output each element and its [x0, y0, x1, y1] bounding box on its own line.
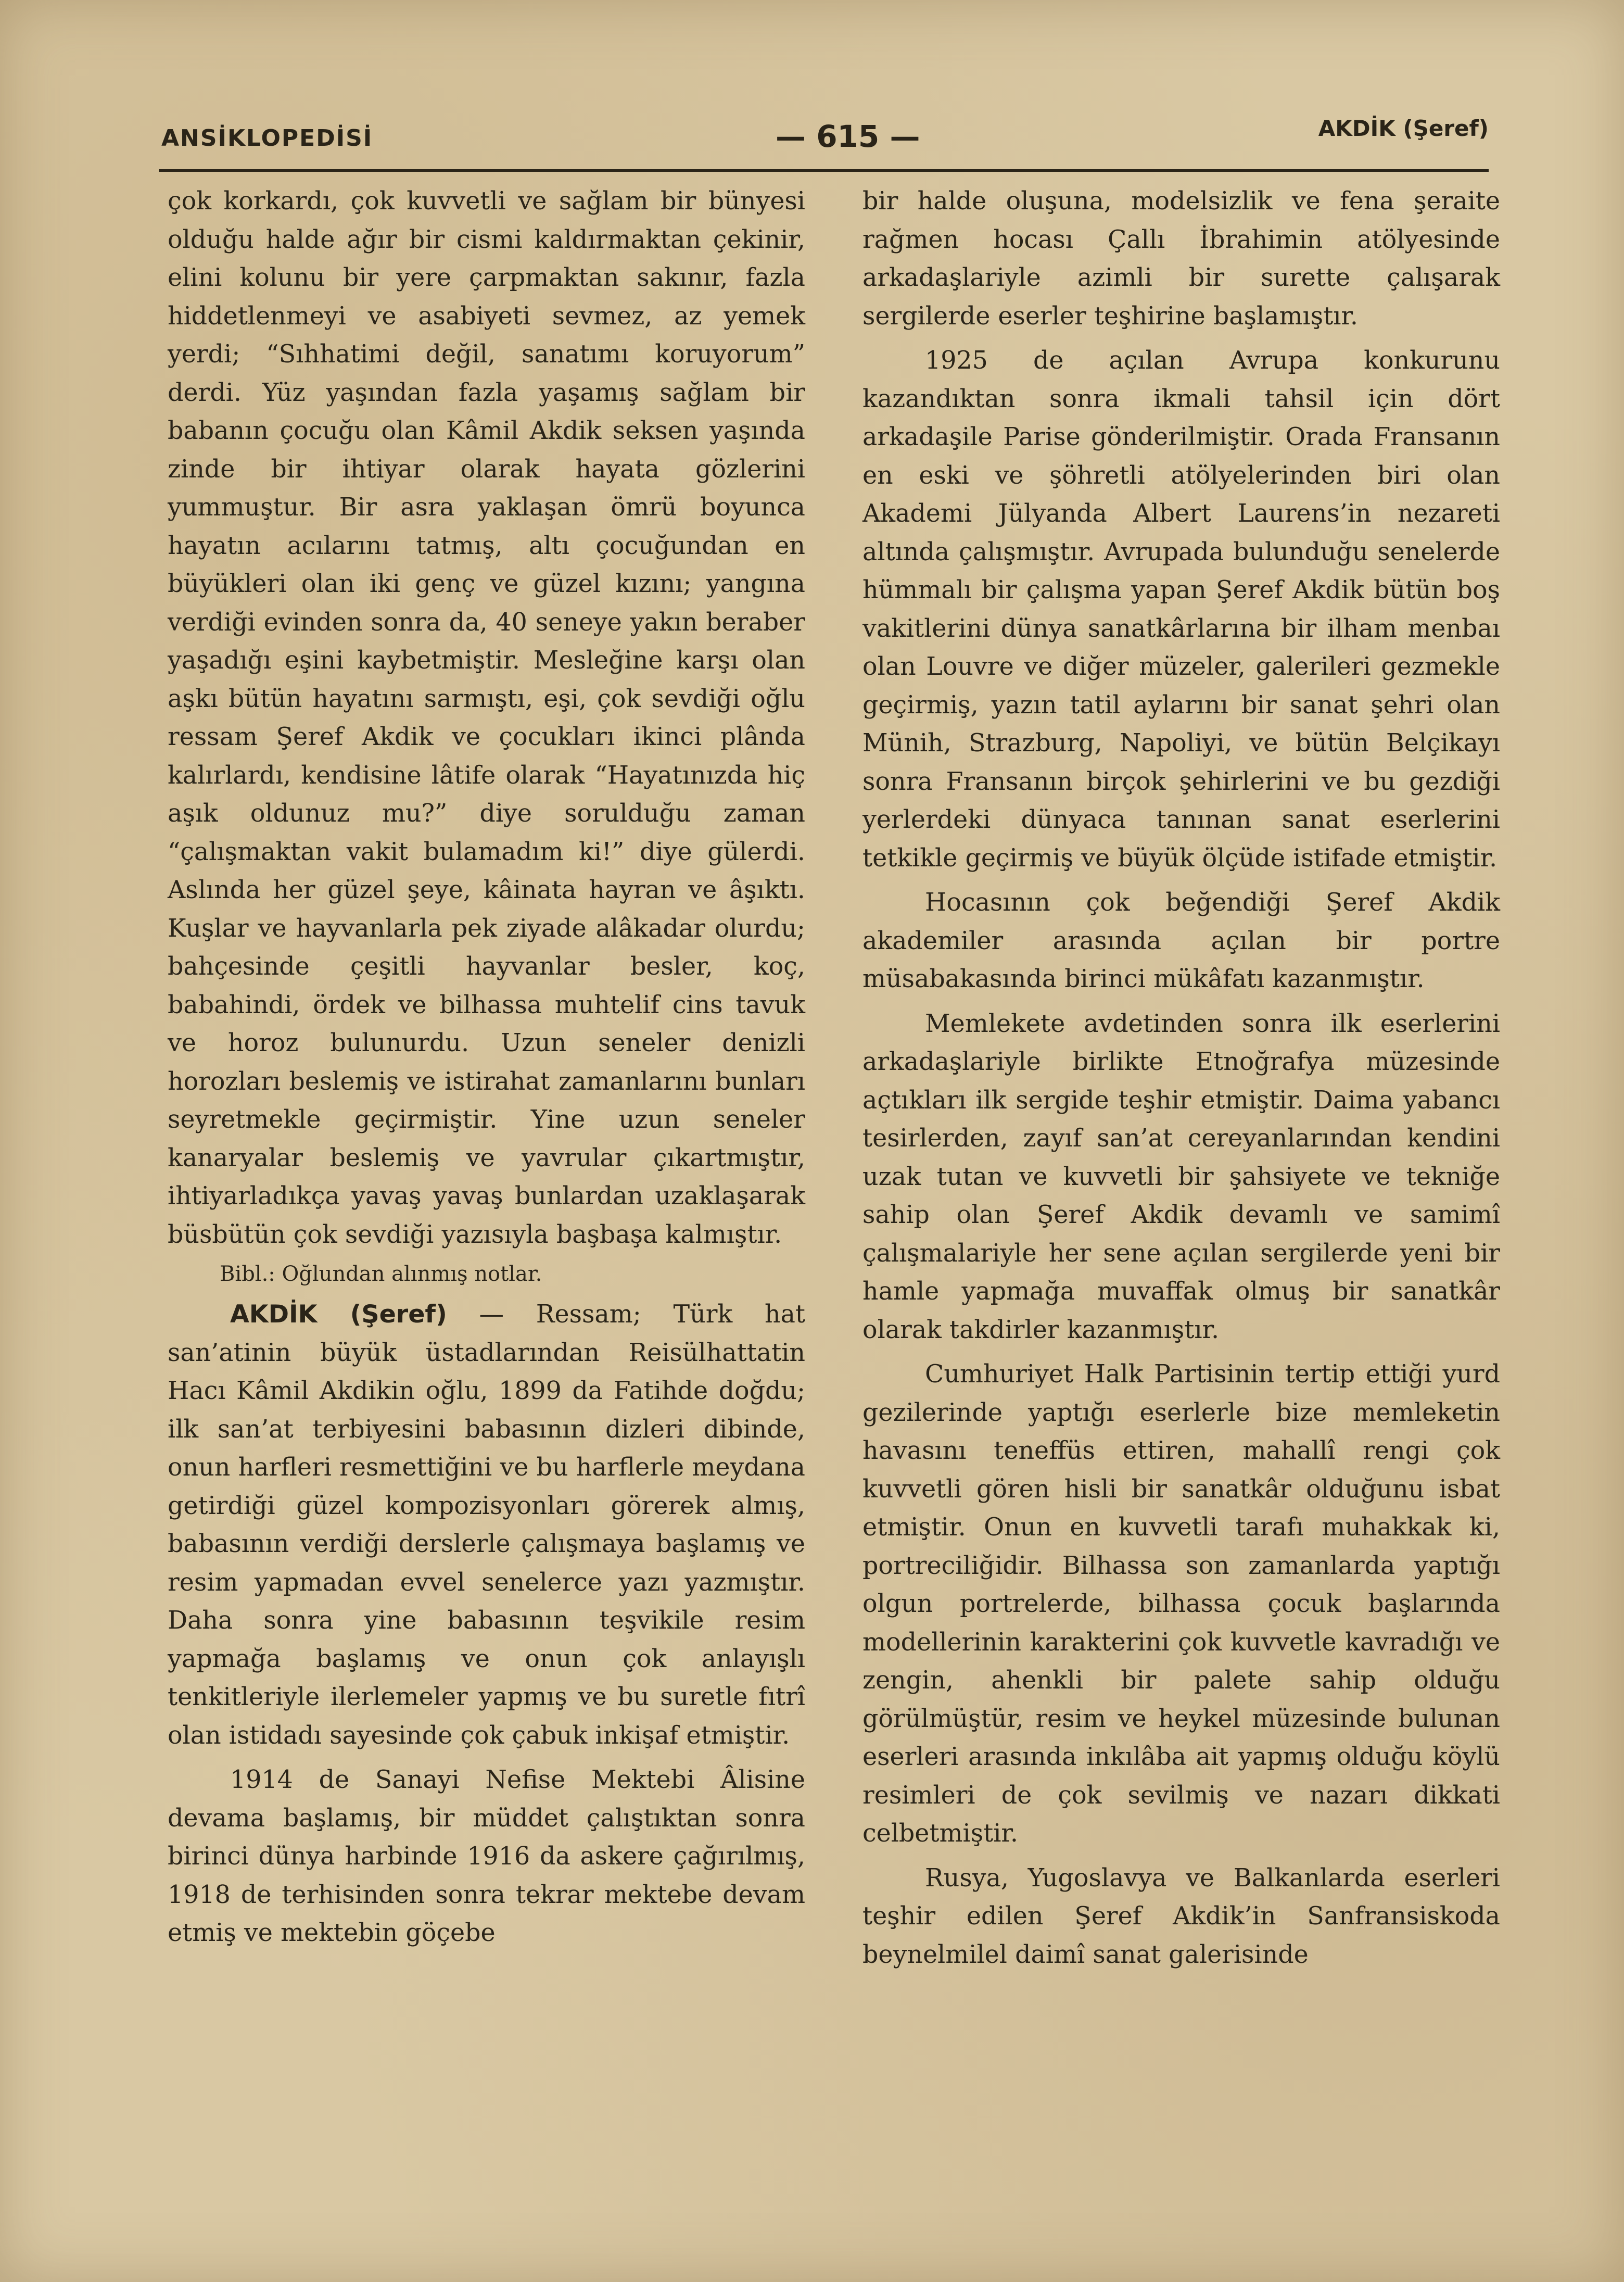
paragraph: Cumhuriyet Halk Partisinin tertip ettiği yurd gezilerinde yaptığı eserlerle bize memleketin havasını teneffüs ettiren, mahallî rengi çok kuvvetli gören hisli bir sanatkâr olduğunu isbat etmiştir. Onun en kuvvetli tarafı muhakkak ki, portreciliğidir. Bilhassa son zamanlarda yaptığı olgun portrelerde, bilhassa çocuk başlarında modellerinin karakterini çok kuvvetle kavradığı ve zengin, ahenkli bir palete sahip olduğu görülmüştür, resim ve heykel müzesinde bulunan eserleri arasında inkılâba ait yapmış olduğu köylü resimleri de çok sevilmiş ve nazarı dikkati celbetmiştir. — [862, 1360, 1500, 1848]
bibliography-note: Bibl.: Oğlundan alınmış notlar. — [220, 1262, 542, 1286]
entry-text: — Ressam; Türk hat san’atinin büyük üstadlarından Reisülhattatin Hacı Kâmil Akdikin oğlu, 1899 da Fatihde doğdu; ilk san’at terbiyesini babasının dizleri dibinde, onun harfleri resmettiğini ve bu harflerle meydana getirdiği güzel kompozisyonları görerek almış, babasının verdiği derslerle çalışmaya başlamış ve resim yapmadan evvel senelerce yazı yazmıştır. Daha sonra yine babasının teşvikile resim yapmağa başlamış ve onun çok anlayışlı tenkitleriyle ilerlemeler yapmış ve bu suretle fıtrî olan istidadı sayesinde çok çabuk inkişaf etmiştir. — [168, 1300, 805, 1750]
paragraph: Rusya, Yugoslavya ve Balkanlarda eserleri teşhir edilen Şeref Akdik’in Sanfransiskoda beynelmilel daimî sanat galerisinde — [862, 1863, 1500, 1969]
paragraph: Hocasının çok beğendiği Şeref Akdik akademiler arasında açılan bir portre müsabakasında birinci mükâfatı kazanmıştır. — [862, 888, 1500, 993]
running-header — [161, 116, 1489, 161]
paragraph: 1914 de Sanayi Nefise Mektebi Âlisine devama başlamış, bir müddet çalıştıktan sonra birinci dünya harbinde 1916 da askere çağırılmış, 1918 de terhisinden sonra tekrar mektebe devam etmiş ve mektebin göçebe — [168, 1766, 805, 1947]
header-rule — [159, 169, 1489, 172]
paragraph: Memlekete avdetinden sonra ilk eserlerini arkadaşlariyle birlikte Etnoğrafya müzesinde açtıkları ilk sergide teşhir etmiştir. Daima yabancı tesirlerden, zayıf san’at cereyanlarından kendini uzak tutan ve kuvvetli bir şahsiyete ve tekniğe sahip olan Şeref Akdik devamlı ve samimî çalışmalariyle her sene açılan sergilerde yeni bir hamle yapmağa muvaffak olmuş bir sanatkâr olarak takdirler kazanmıştır. — [862, 1009, 1500, 1344]
paragraph: 1925 de açılan Avrupa konkurunu kazandıktan sonra ikmali tahsil için dört arkadaşile Parise gönderilmiştir. Orada Fransanın en eski ve şöhretli atölyelerinden biri olan Akademi Jülyanda Albert Laurens’in nezareti altında çalışmıştır. Avrupada bulunduğu senelerde hümmalı bir çalışma yapan Şeref Akdik bütün boş vakitlerini dünya sanatkârlarına bir ilham menbaı olan Louvre ve diğer müzeler, galerileri gezmekle geçirmiş, yazın tatil aylarını bir sanat şehri olan Münih, Strazburg, Napoliyi, ve bütün Belçikayı sonra Fransanın birçok şehirlerini ve bu gezdiği yerlerdeki dünyaca tanınan sanat eserlerini tetkikle geçirmiş ve büyük ölçüde istifade etmiştir. — [862, 346, 1500, 873]
page-number: — 615 — — [776, 119, 920, 154]
header-publication-title: ANSİKLOPEDİSİ — [161, 125, 373, 152]
header-entry-title: AKDİK (Şeref) — [1318, 116, 1489, 141]
entry-paragraph — [168, 1295, 805, 1755]
paragraph: bir halde oluşuna, modelsizlik ve fena şeraite rağmen hocası Çallı İbrahimin atölyesinde arkadaşlariyle azimli bir surette çalışarak sergilerde eserler teşhirine başlamıştır. — [862, 187, 1500, 331]
right-column — [862, 182, 1500, 1974]
left-column — [168, 182, 805, 1952]
paragraph: çok korkardı, çok kuvvetli ve sağlam bir bünyesi olduğu halde ağır bir cismi kaldırmaktan çekinir, elini kolunu bir yere çarpmaktan sakınır, fazla hiddetlenmeyi ve asabiyeti sevmez, az yemek yerdi; “Sıhhatimi değil, sanatımı koruyorum” derdi. Yüz yaşından fazla yaşamış sağlam bir babanın çocuğu olan Kâmil Akdik seksen yaşında zinde bir ihtiyar olarak hayata gözlerini yummuştur. Bir asra yaklaşan ömrü boyunca hayatın acılarını tatmış, altı çocuğundan en büyükleri olan iki genç ve güzel kızını; yangına verdiği evinden sonra da, 40 seneye yakın beraber yaşadığı eşini kaybetmiştir. Mesleğine karşı olan aşkı bütün hayatını sarmıştı, eşi, çok sevdiği oğlu ressam Şeref Akdik ve çocukları ikinci plânda kalırlardı, kendisine lâtife olarak “Hayatınızda hiç aşık oldunuz mu?” diye sorulduğu zaman “çalışmaktan vakit bulamadım ki!” diye gülerdi. Aslında her güzel şeye, kâinata hayran ve âşıktı. Kuşlar ve hayvanlarla pek ziyade alâkadar olurdu; bahçesinde çeşitli hayvanlar besler, koç, babahindi, ördek ve bilhassa muhtelif cins tavuk ve horoz bulunurdu. Uzun seneler denizli horozları beslemiş ve istirahat zamanlarını bunları seyretmekle geçirmiştir. Yine uzun seneler kanaryalar beslemiş ve yavrular çıkartmıştır, ihtiyarladıkça yavaş yavaş bunlardan uzaklaşarak büsbütün çok sevdiği yazısıyla başbaşa kalmıştır. — [168, 187, 805, 1249]
entry-heading: AKDİK (Şeref) — [230, 1300, 447, 1329]
